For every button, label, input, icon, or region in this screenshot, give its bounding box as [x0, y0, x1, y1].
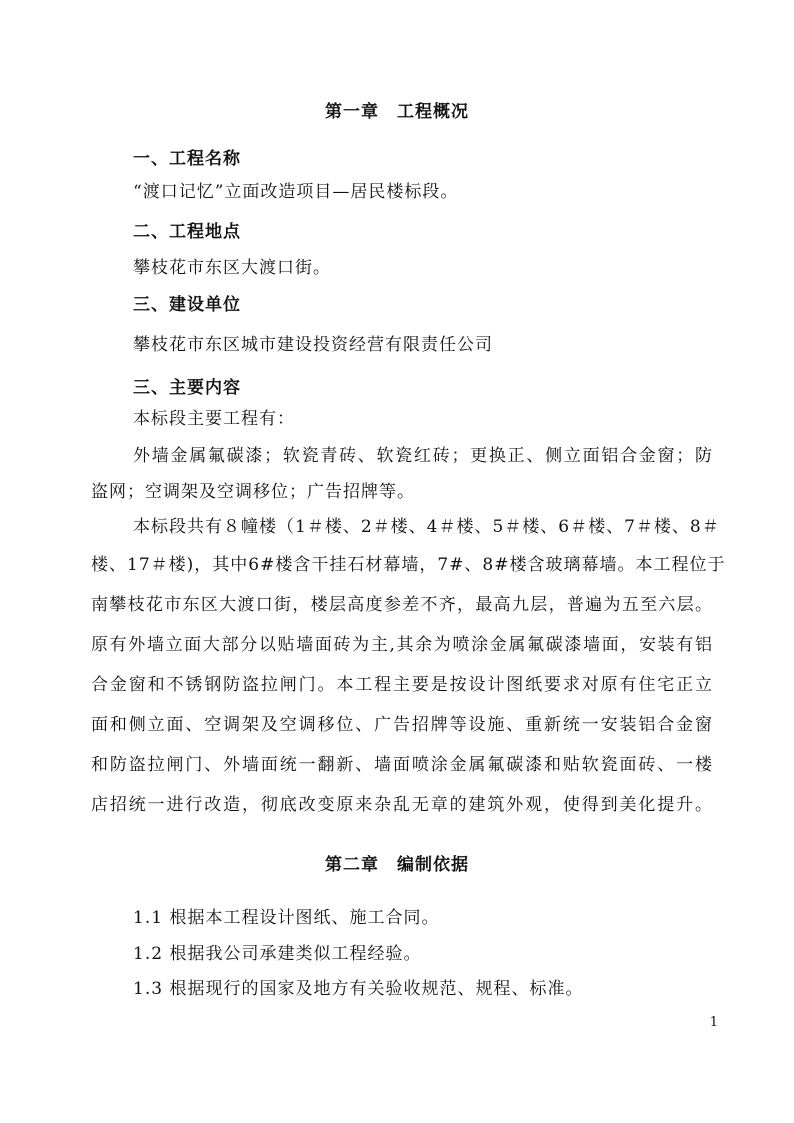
chapter-1-title: 第一章 工程概况	[325, 102, 469, 122]
chapter-2-title: 第二章 编制依据	[325, 855, 469, 875]
content-paragraph-2-line: 面和侧立面、空调架及空调移位、广告招牌等设施、重新统一安装铝合金窗	[91, 715, 713, 735]
content-paragraph-2-line: 合金窗和不锈钢防盗拉闸门。本工程主要是按设计图纸要求对原有住宅正立	[91, 675, 713, 695]
project-name-text: “渡口记忆”立面改造项目—居民楼标段。	[133, 182, 459, 202]
section-project-name-heading: 一、工程名称	[133, 149, 241, 169]
content-paragraph-1-line: 盗网；空调架及空调移位；广告招牌等。	[91, 482, 415, 502]
basis-item-3: 1.3 根据现行的国家及地方有关验收规范、规程、标准。	[133, 979, 584, 999]
content-paragraph-2-line: 店招统一进行改造，彻底改变原来杂乱无章的建筑外观，使得到美化提升。	[91, 795, 713, 815]
content-paragraph-2-line: 南攀枝花市东区大渡口街，楼层高度参差不齐，最高九层，普遍为五至六层。	[91, 595, 713, 615]
section-owner-heading: 三、建设单位	[133, 295, 241, 315]
page-number: 1	[709, 1015, 718, 1030]
content-paragraph-2-line: 和防盗拉闸门、外墙面统一翻新、墙面喷涂金属氟碳漆和贴软瓷面砖、一楼	[91, 755, 713, 775]
content-paragraph-2-line: 原有外墙立面大部分以贴墙面砖为主,其余为喷涂金属氟碳漆墙面，安装有铝	[91, 635, 713, 655]
content-paragraph-2-line: 楼、17＃楼)，其中6#楼含干挂石材幕墙，7#、8#楼含玻璃幕墙。本工程位于	[91, 555, 726, 575]
basis-item-1: 1.1 根据本工程设计图纸、施工合同。	[133, 908, 440, 928]
content-paragraph-2-line: 本标段共有８幢楼（1＃楼、2＃楼、4＃楼、5＃楼、6＃楼、7＃楼、8＃	[133, 517, 720, 537]
section-location-heading: 二、工程地点	[133, 222, 241, 242]
location-text: 攀枝花市东区大渡口街。	[133, 258, 331, 278]
owner-text: 攀枝花市东区城市建设投资经营有限责任公司	[133, 335, 493, 355]
content-intro-text: 本标段主要工程有：	[133, 409, 295, 429]
section-content-heading: 三、主要内容	[133, 378, 241, 398]
basis-item-2: 1.2 根据我公司承建类似工程经验。	[133, 944, 422, 964]
content-paragraph-1-line: 外墙金属氟碳漆；软瓷青砖、软瓷红砖；更换正、侧立面铝合金窗；防	[133, 446, 713, 466]
